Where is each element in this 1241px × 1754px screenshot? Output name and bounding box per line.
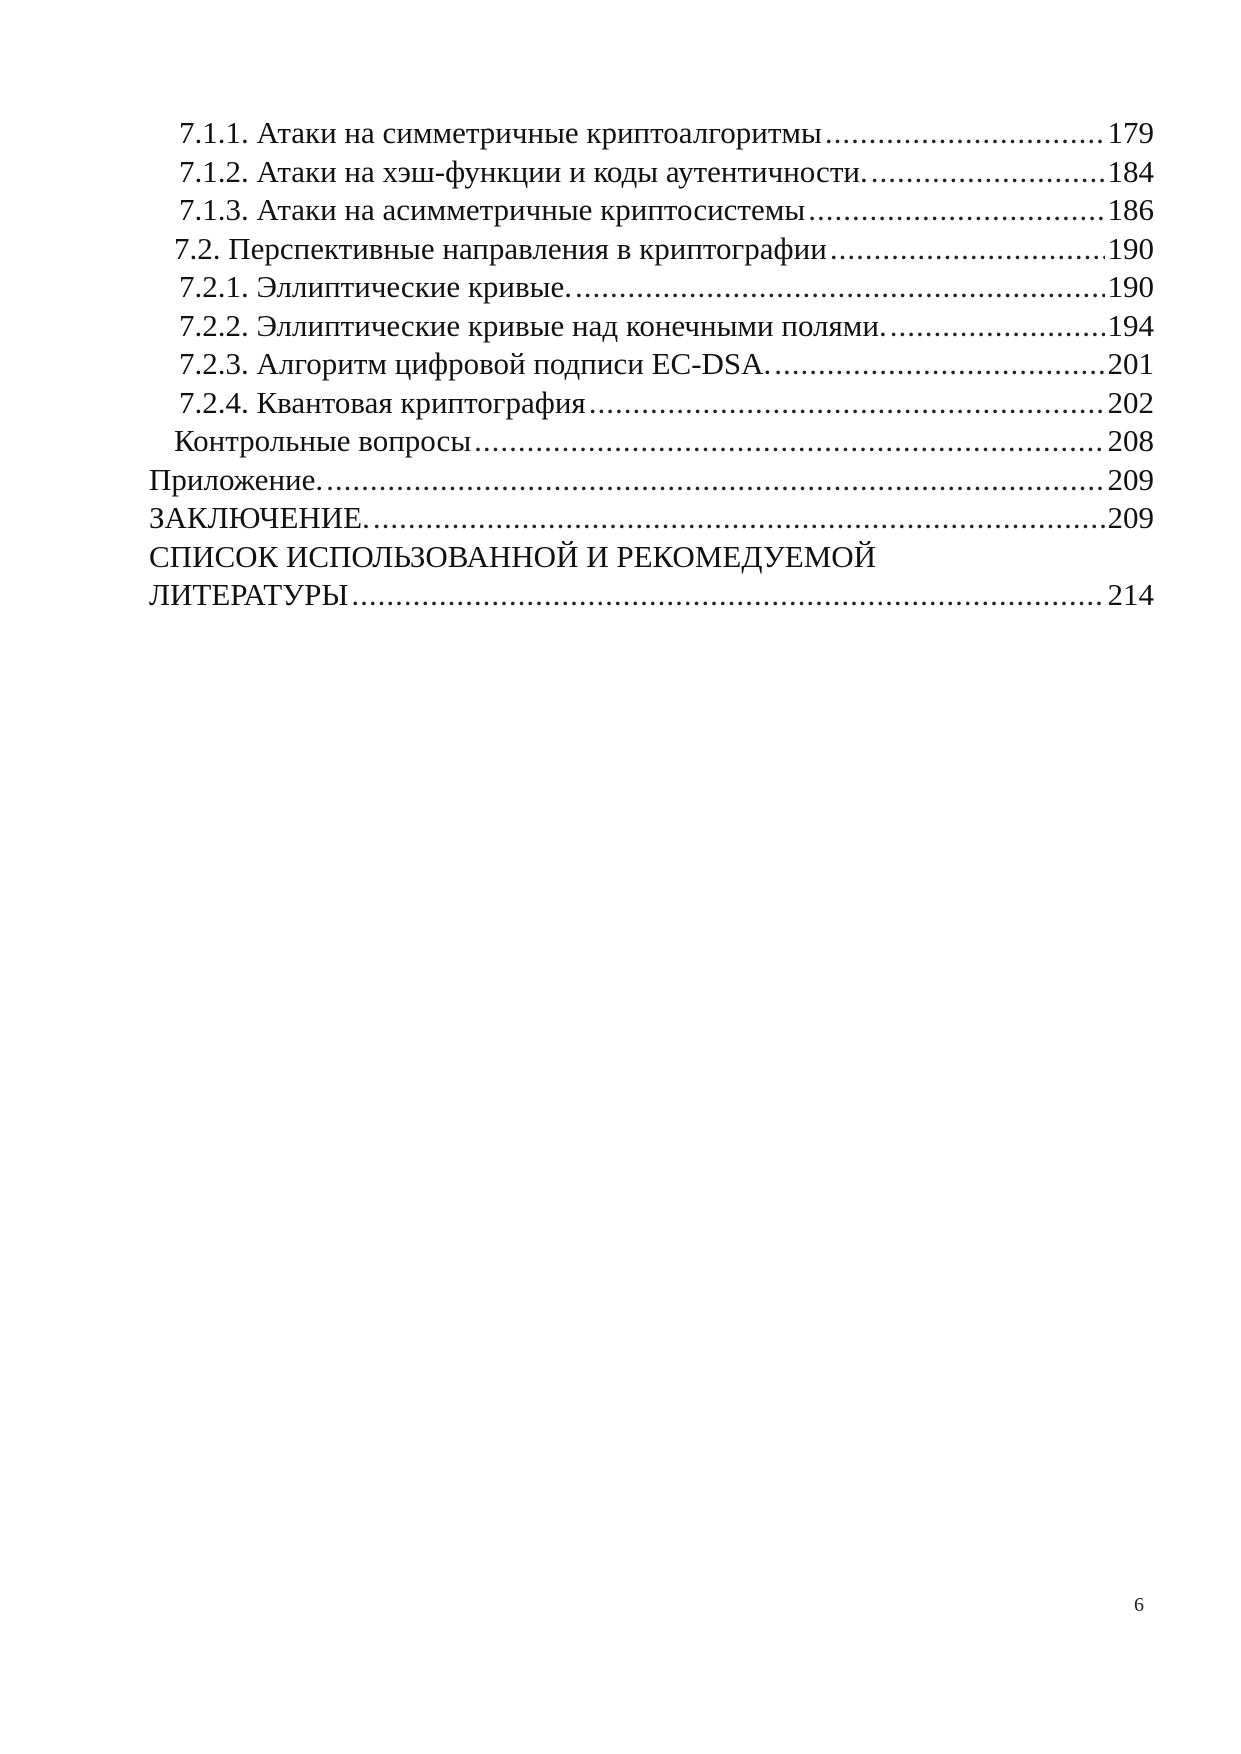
toc-entry-title: СПИСОК ИСПОЛЬЗОВАННОЙ И РЕКОМЕДУЕМОЙ: [149, 538, 877, 574]
toc-entry-title: 7.1.2. Атаки на хэш-функции и коды аутентичности.: [179, 153, 868, 189]
dot-leader: [589, 384, 1105, 423]
toc-entry-7-2[interactable]: [149, 230, 1154, 269]
toc-entry-references-line2[interactable]: [149, 576, 1154, 615]
toc-entry-title: 7.2. Перспективные направления в криптографии: [174, 230, 827, 266]
dot-leader: [774, 345, 1104, 384]
toc-entry-page: 179: [1107, 115, 1154, 150]
toc-entry-7-2-2[interactable]: [149, 307, 1154, 346]
dot-leader: [890, 307, 1105, 346]
dot-leader: [830, 230, 1105, 269]
toc-entry-page: 209: [1107, 461, 1154, 497]
toc-entry-title: ЛИТЕРАТУРЫ: [149, 577, 349, 612]
toc-entry-7-1-2[interactable]: [149, 153, 1154, 192]
dot-leader: [326, 461, 1104, 500]
toc-entry-page: 214: [1107, 577, 1154, 612]
toc-entry-title: 7.2.1. Эллиптические кривые.: [179, 269, 572, 304]
toc-entry-title: 7.2.3. Алгоритм цифровой подписи EC-DSA.: [179, 346, 772, 381]
dot-leader: [351, 576, 1104, 615]
toc-entry-7-1-3[interactable]: [149, 191, 1154, 230]
dot-leader: [575, 268, 1105, 307]
toc-entry-page: 209: [1107, 500, 1154, 535]
toc-entry-title: Приложение.: [149, 461, 324, 497]
toc-entry-title: 7.1.1. Атаки на симметричные криптоалгоритмы: [179, 115, 822, 150]
toc-entry-7-1-1[interactable]: [149, 114, 1154, 153]
toc-entry-page: 201: [1107, 346, 1154, 381]
dot-leader: [825, 114, 1105, 153]
dot-leader: [808, 191, 1104, 230]
toc-entry-conclusion[interactable]: [149, 499, 1154, 538]
toc-entry-title: ЗАКЛЮЧЕНИЕ.: [149, 500, 370, 535]
toc-entry-appendix[interactable]: [149, 461, 1154, 500]
toc-entry-7-2-4[interactable]: [149, 384, 1154, 423]
toc-entry-title: 7.1.3. Атаки на асимметричные криптосистемы: [179, 192, 806, 227]
dot-leader: [373, 499, 1105, 538]
toc-entry-7-2-3[interactable]: [149, 345, 1154, 384]
toc-entry-control-questions[interactable]: [149, 422, 1154, 461]
toc-entry-page: 194: [1107, 307, 1154, 343]
toc-entry-page: 208: [1107, 423, 1154, 458]
toc-entry-title: Контрольные вопросы: [174, 423, 472, 458]
toc-entry-page: 186: [1107, 192, 1154, 227]
toc-entry-references-line1[interactable]: [149, 538, 1154, 577]
toc-entry-title: 7.2.4. Квантовая криптография: [179, 384, 586, 420]
toc-entry-7-2-1[interactable]: [149, 268, 1154, 307]
dot-leader: [474, 422, 1104, 461]
toc-entry-page: 202: [1107, 384, 1154, 420]
table-of-contents: [149, 114, 1154, 615]
toc-entry-page: 184: [1107, 153, 1154, 189]
toc-entry-title: 7.2.2. Эллиптические кривые над конечными полями.: [179, 307, 887, 343]
page-number: 6: [1134, 1594, 1144, 1616]
toc-entry-page: 190: [1107, 269, 1154, 304]
toc-entry-page: 190: [1107, 230, 1154, 266]
dot-leader: [871, 153, 1105, 192]
